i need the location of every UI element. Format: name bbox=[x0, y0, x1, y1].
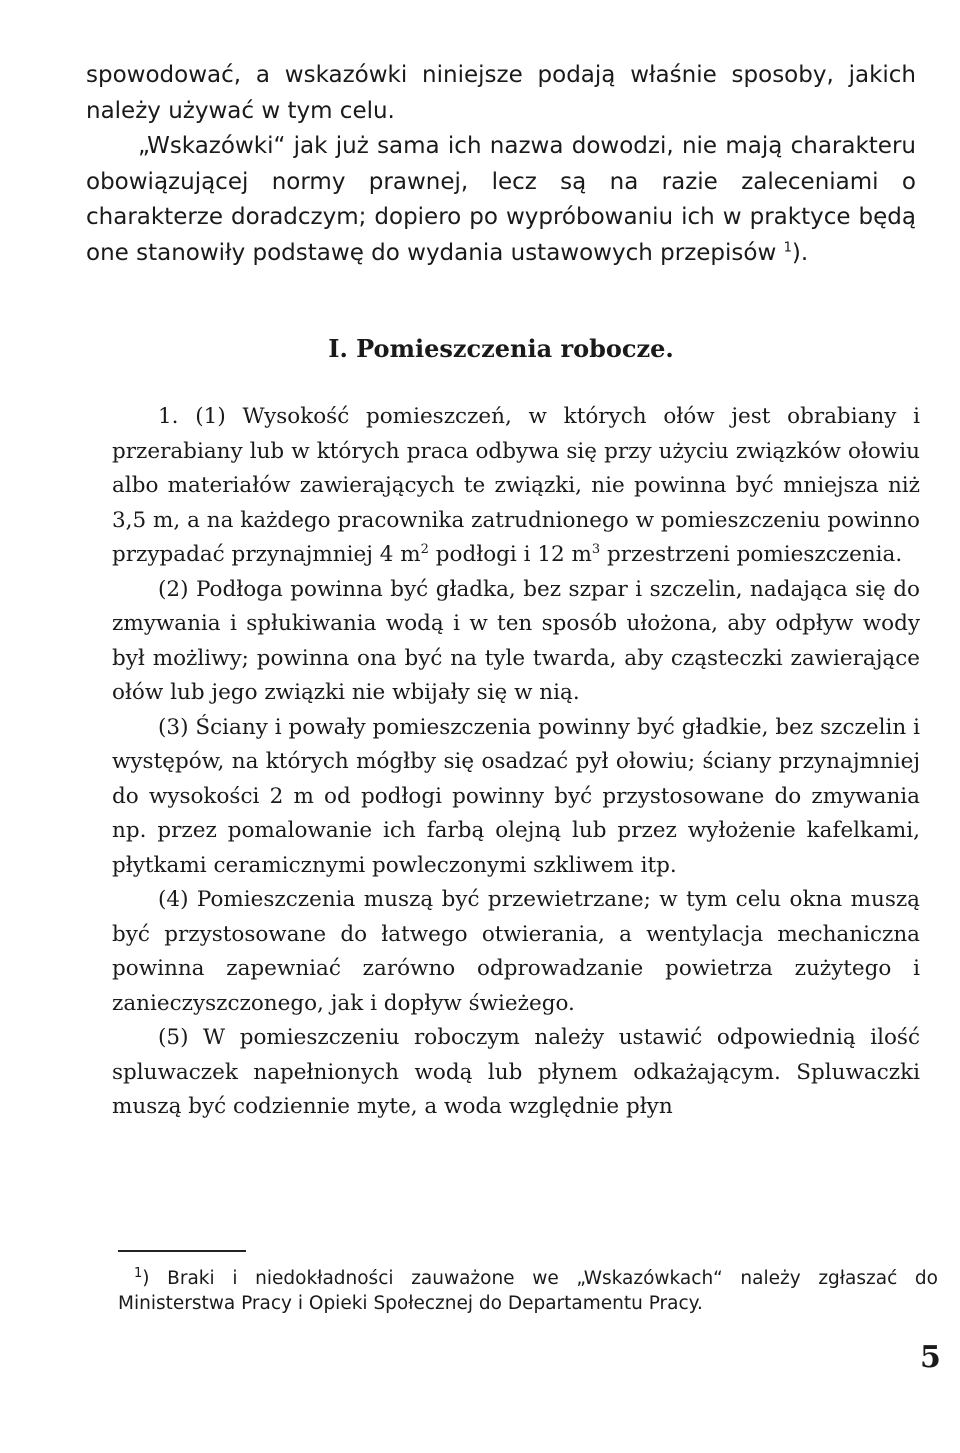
paragraph-1-text-c: przestrzeni pomieszczenia. bbox=[600, 542, 903, 567]
paragraph-1 bbox=[112, 400, 920, 573]
footnote-mark: 1 bbox=[134, 1265, 143, 1281]
paragraph-2: (2) Podłoga powinna być gładka, bez szpar i szczelin, nadająca się do zmywania i spłukiwania wodą i w ten sposób ułożona, aby odpływ wody był możliwy; powinna ona być na tyle twarda, aby cząsteczki zawierające ołów lub jego związki nie wbijały się w nią. bbox=[112, 576, 920, 705]
paragraph-1-text-a: 1. (1) Wysokość pomieszczeń, w których ołów jest obrabiany i przerabiany lub w których praca odbywa się przy użyciu związków ołowiu albo materiałów zawierających te związki, nie powinna być mniejsza niż 3,5 m, a na każdego pracownika zatrudnionego w pomieszczeniu powinno przypadać przynajmniej 4 m bbox=[112, 404, 920, 567]
intro-section bbox=[86, 58, 916, 271]
paragraph-3: (3) Ściany i powały pomieszczenia powinny być gładkie, bez szczelin i występów, na których mógłby się osadzać pył ołowiu; ściany przynajmniej do wysokości 2 m od podłogi powinny być przystosowane do zmywania np. przez pomalowanie ich farbą olejną lub przez wyłożenie kafelkami, płytkami ceramicznymi powleczonymi szkliwem itp. bbox=[112, 714, 920, 878]
page-number: 5 bbox=[920, 1340, 941, 1375]
footnote-paragraph bbox=[118, 1266, 938, 1316]
paragraph-4: (4) Pomieszczenia muszą być przewietrzane; w tym celu okna muszą być przystosowane do łatwego otwierania, a wentylacja mechaniczna powinna zapewniać zarówno odprowadzanie powietrza zużytego i zanieczyszczonego, jak i dopływ świeżego. bbox=[112, 887, 920, 1016]
paragraph-5: (5) W pomieszczeniu roboczym należy ustawić odpowiednią ilość spluwaczek napełnionych wodą lub płynem odkażającym. Spluwaczki muszą być codziennie myte, a woda względnie płyn bbox=[112, 1025, 920, 1119]
section-heading: I. Pomieszczenia robocze. bbox=[328, 334, 674, 363]
footnote-rule bbox=[118, 1250, 246, 1252]
superscript-3: 3 bbox=[591, 541, 601, 557]
footnote-ref: 1 bbox=[783, 239, 792, 255]
body-section bbox=[112, 400, 920, 1125]
footnote-text: ) Braki i niedokładności zauważone we „Wskazówkach“ należy zgłaszać do Ministerstwa Pracy i Opieki Społecznej do Departamentu Pracy. bbox=[118, 1268, 938, 1314]
intro-paragraph-2-end: ). bbox=[791, 239, 809, 266]
footnote bbox=[118, 1266, 938, 1316]
intro-paragraph-2-text: „Wskazówki“ jak już sama ich nazwa dowodzi, nie mają charakteru obowiązującej normy prawnej, lecz są na razie zaleceniami o charakterze doradczym; dopiero po wypróbowaniu ich w praktyce będą one stanowiły podstawę do wydania ustawowych przepisów bbox=[86, 133, 916, 266]
intro-paragraph-1: spowodować, a wskazówki niniejsze podają właśnie sposoby, jakich należy używać w tym celu. bbox=[86, 62, 916, 124]
paragraph-1-text-b: podłogi i 12 m bbox=[428, 542, 592, 567]
intro-paragraph-2 bbox=[86, 129, 916, 271]
superscript-2: 2 bbox=[420, 541, 429, 557]
